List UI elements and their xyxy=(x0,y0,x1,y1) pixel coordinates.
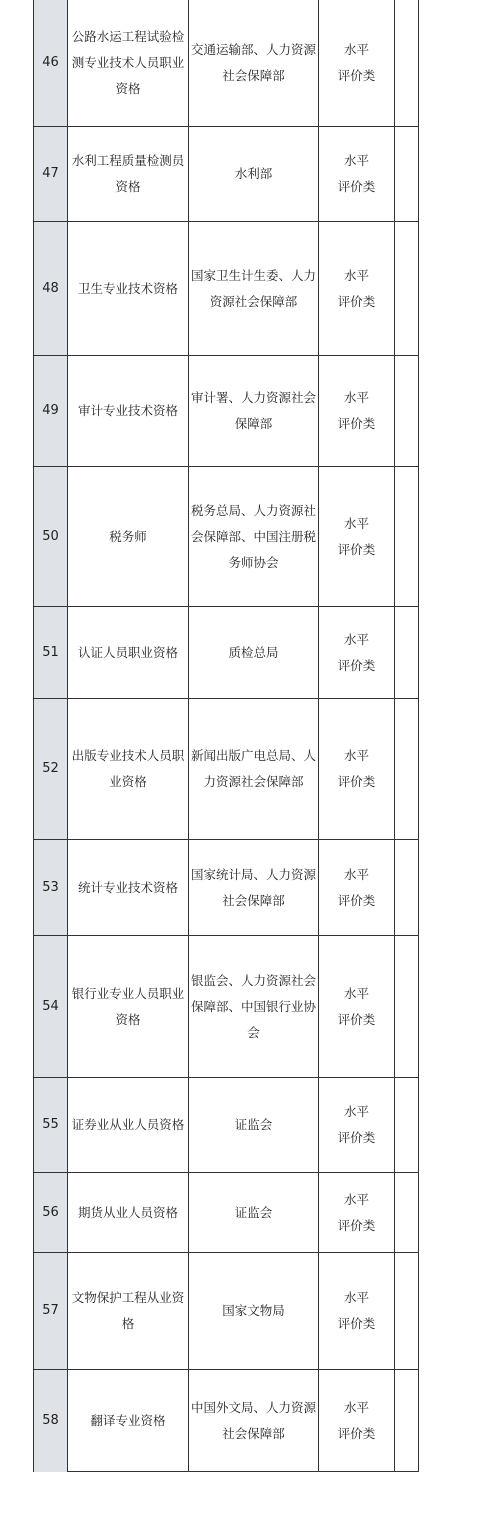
table-row xyxy=(34,936,418,1078)
evaluation-type: 水平 评价类 xyxy=(319,467,395,606)
issuing-department: 税务总局、人力资源社会保障部、中国注册税务师协会 xyxy=(189,467,319,606)
row-number: 48 xyxy=(34,222,68,355)
qualification-name: 证券业从业人员资格 xyxy=(68,1078,189,1172)
empty-cell xyxy=(395,0,420,126)
issuing-department: 水利部 xyxy=(189,127,319,221)
row-number: 58 xyxy=(34,1370,68,1472)
table-row xyxy=(34,467,418,607)
issuing-department: 新闻出版广电总局、人力资源社会保障部 xyxy=(189,699,319,839)
row-number: 52 xyxy=(34,699,68,839)
evaluation-type: 水平 评价类 xyxy=(319,1173,395,1252)
table-row xyxy=(34,1370,418,1472)
empty-cell xyxy=(395,1253,420,1369)
qualification-name: 期货从业人员资格 xyxy=(68,1173,189,1252)
empty-cell xyxy=(395,840,420,935)
evaluation-type: 水平 评价类 xyxy=(319,607,395,698)
row-number: 50 xyxy=(34,467,68,606)
qualification-name: 银行业专业人员职业资格 xyxy=(68,936,189,1077)
issuing-department: 银监会、人力资源社会保障部、中国银行业协会 xyxy=(189,936,319,1077)
issuing-department: 国家文物局 xyxy=(189,1253,319,1369)
evaluation-type: 水平 评价类 xyxy=(319,936,395,1077)
empty-cell xyxy=(395,467,420,606)
empty-cell xyxy=(395,356,420,466)
issuing-department: 交通运输部、人力资源社会保障部 xyxy=(189,0,319,126)
qualification-name: 翻译专业资格 xyxy=(68,1370,189,1472)
evaluation-type: 水平 评价类 xyxy=(319,222,395,355)
evaluation-type: 水平 评价类 xyxy=(319,0,395,126)
qualification-name: 水利工程质量检测员资格 xyxy=(68,127,189,221)
row-number: 57 xyxy=(34,1253,68,1369)
qualification-name: 卫生专业技术资格 xyxy=(68,222,189,355)
table-row xyxy=(34,0,418,127)
evaluation-type: 水平 评价类 xyxy=(319,127,395,221)
qualification-name: 审计专业技术资格 xyxy=(68,356,189,466)
qualification-name: 文物保护工程从业资格 xyxy=(68,1253,189,1369)
issuing-department: 证监会 xyxy=(189,1078,319,1172)
qualification-name: 公路水运工程试验检测专业技术人员职业资格 xyxy=(68,0,189,126)
evaluation-type: 水平 评价类 xyxy=(319,699,395,839)
empty-cell xyxy=(395,1370,420,1472)
table-row xyxy=(34,1253,418,1370)
row-number: 56 xyxy=(34,1173,68,1252)
row-number: 47 xyxy=(34,127,68,221)
table-row xyxy=(34,1173,418,1253)
table-row xyxy=(34,222,418,356)
row-number: 46 xyxy=(34,0,68,126)
table-row xyxy=(34,356,418,467)
empty-cell xyxy=(395,1078,420,1172)
empty-cell xyxy=(395,127,420,221)
evaluation-type: 水平 评价类 xyxy=(319,1370,395,1472)
table-row xyxy=(34,607,418,699)
row-number: 54 xyxy=(34,936,68,1077)
empty-cell xyxy=(395,607,420,698)
issuing-department: 证监会 xyxy=(189,1173,319,1252)
empty-cell xyxy=(395,936,420,1077)
row-number: 49 xyxy=(34,356,68,466)
qualification-name: 认证人员职业资格 xyxy=(68,607,189,698)
issuing-department: 中国外文局、人力资源社会保障部 xyxy=(189,1370,319,1472)
empty-cell xyxy=(395,222,420,355)
qualification-table xyxy=(33,0,419,1472)
issuing-department: 质检总局 xyxy=(189,607,319,698)
table-row xyxy=(34,699,418,840)
issuing-department: 国家卫生计生委、人力资源社会保障部 xyxy=(189,222,319,355)
issuing-department: 审计署、人力资源社会保障部 xyxy=(189,356,319,466)
empty-cell xyxy=(395,1173,420,1252)
issuing-department: 国家统计局、人力资源社会保障部 xyxy=(189,840,319,935)
evaluation-type: 水平 评价类 xyxy=(319,1078,395,1172)
row-number: 55 xyxy=(34,1078,68,1172)
qualification-name: 统计专业技术资格 xyxy=(68,840,189,935)
table-row xyxy=(34,840,418,936)
evaluation-type: 水平 评价类 xyxy=(319,356,395,466)
evaluation-type: 水平 评价类 xyxy=(319,1253,395,1369)
empty-cell xyxy=(395,699,420,839)
qualification-name: 税务师 xyxy=(68,467,189,606)
evaluation-type: 水平 评价类 xyxy=(319,840,395,935)
row-number: 53 xyxy=(34,840,68,935)
table-row xyxy=(34,127,418,222)
table-row xyxy=(34,1078,418,1173)
row-number: 51 xyxy=(34,607,68,698)
qualification-name: 出版专业技术人员职业资格 xyxy=(68,699,189,839)
